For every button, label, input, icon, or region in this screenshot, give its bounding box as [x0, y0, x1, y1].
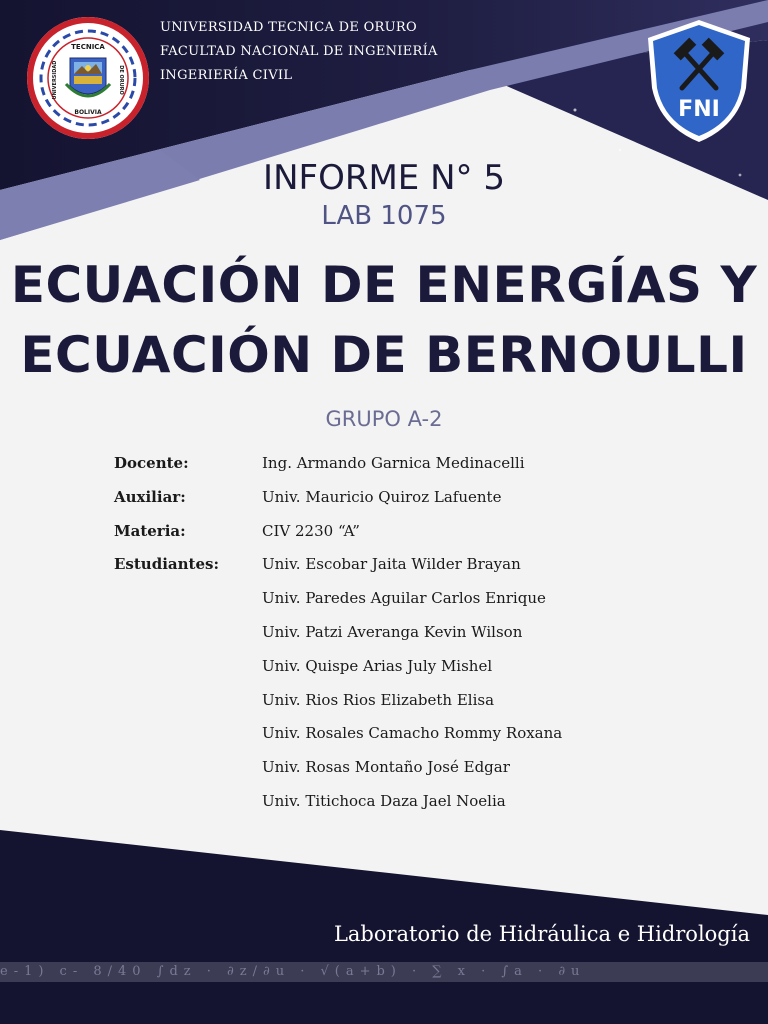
info-row-docente: [114, 447, 562, 481]
docente-label: Docente:: [114, 454, 189, 472]
estudiantes-label: Estudiantes:: [114, 555, 219, 574]
docente-value: Ing. Armando Garnica Medinacelli: [262, 454, 525, 472]
auxiliar-label: Auxiliar:: [114, 487, 186, 506]
university-seal-logo: [26, 16, 150, 140]
report-title: [0, 250, 768, 390]
report-info: [114, 447, 562, 819]
institution-header: [160, 16, 438, 88]
info-row-student: [114, 548, 562, 582]
lab-name-footer: Laboratorio de Hidráulica e Hidrología: [333, 922, 750, 946]
report-title-line-1: ECUACIÓN DE ENERGÍAS Y: [10, 256, 758, 314]
career-name: INGERIERÍA CIVIL: [160, 68, 293, 83]
svg-text:TECNICA: TECNICA: [71, 43, 105, 51]
lab-code: LAB 1075: [321, 201, 447, 231]
svg-text:DE ORURO: DE ORURO: [118, 65, 124, 95]
student-name: Univ. Patzi Averanga Kevin Wilson: [262, 622, 523, 641]
group-label: GRUPO A-2: [325, 407, 443, 431]
info-row-student: [114, 684, 562, 718]
info-row-student: [114, 616, 562, 650]
student-name: Univ. Paredes Aguilar Carlos Enrique: [262, 589, 546, 608]
fni-shield-logo: [646, 18, 752, 144]
student-name: Univ. Rosales Camacho Rommy Roxana: [262, 724, 563, 743]
info-row-student: [114, 785, 562, 819]
materia-label: Materia:: [114, 521, 186, 540]
info-row-materia: [114, 515, 562, 549]
faculty-name: FACULTAD NACIONAL DE INGENIERÍA: [160, 44, 438, 59]
university-name: UNIVERSIDAD TECNICA DE ORURO: [160, 20, 417, 35]
student-name: Univ. Escobar Jaita Wilder Brayan: [262, 555, 521, 574]
info-row-auxiliar: [114, 481, 562, 515]
svg-text:BOLIVIA: BOLIVIA: [74, 109, 102, 116]
auxiliar-value: Univ. Mauricio Quiroz Lafuente: [262, 487, 502, 506]
info-row-student: [114, 582, 562, 616]
svg-text:FNI: FNI: [678, 97, 720, 122]
report-number: INFORME N° 5: [263, 158, 505, 198]
info-row-student: [114, 751, 562, 785]
svg-text:UNIVERSIDAD: UNIVERSIDAD: [52, 60, 58, 100]
formula-decoration-strip: e-1) c- 8/40 ∫dz · ∂z/∂u · √(a+b) · ∑ x · ∫a · ∂u: [0, 962, 768, 982]
student-name: Univ. Rios Rios Elizabeth Elisa: [262, 690, 495, 709]
info-row-student: [114, 650, 562, 684]
student-name: Univ. Rosas Montaño José Edgar: [262, 758, 510, 777]
info-row-student: [114, 717, 562, 751]
materia-value: CIV 2230 “A”: [262, 521, 360, 540]
report-title-line-2: ECUACIÓN DE BERNOULLI: [20, 326, 748, 384]
student-name: Univ. Titichoca Daza Jael Noelia: [262, 791, 506, 810]
student-name: Univ. Quispe Arias July Mishel: [262, 656, 493, 675]
